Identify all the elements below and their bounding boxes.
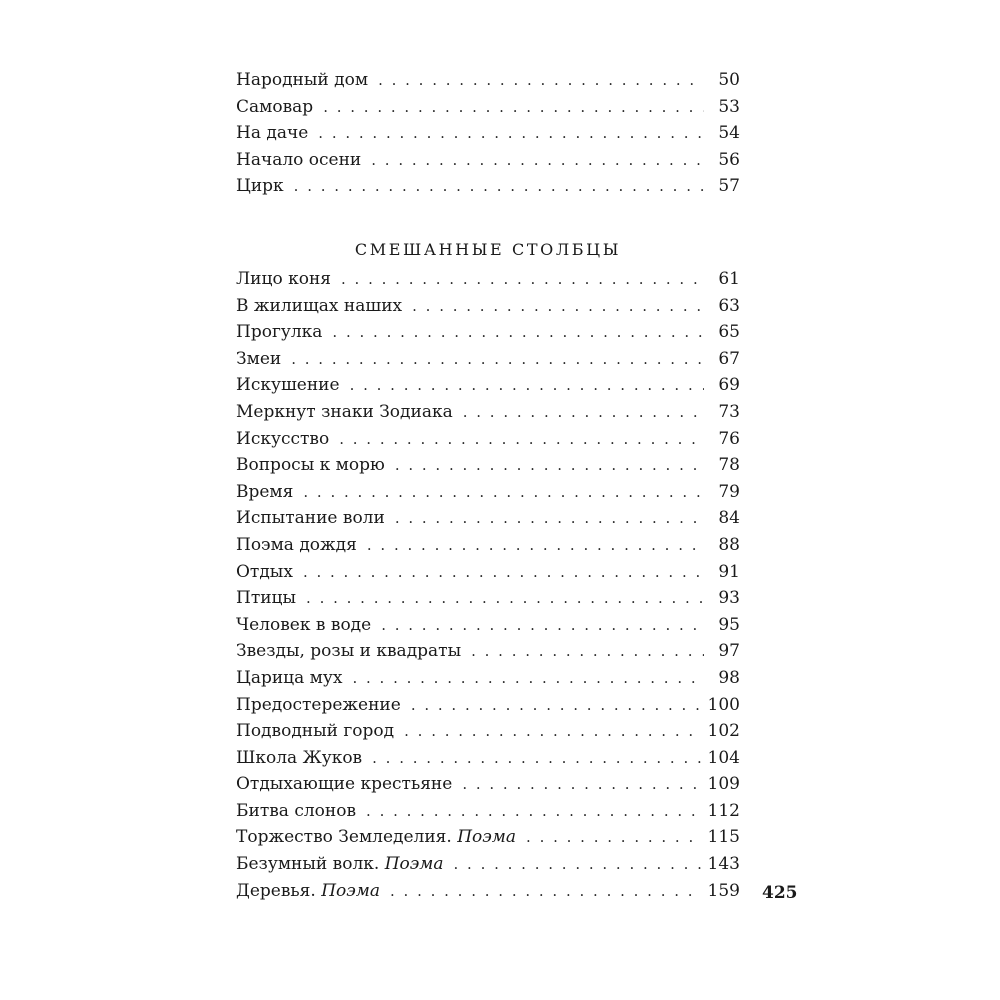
toc-entry-title — [236, 878, 380, 905]
toc-entry — [236, 585, 740, 612]
toc-entry — [236, 372, 740, 399]
toc-entry-page: 115 — [707, 827, 740, 848]
toc-entry — [236, 147, 740, 174]
toc-entry — [236, 612, 740, 639]
toc-entry — [236, 67, 740, 94]
toc-entry-page: 159 — [707, 880, 740, 901]
toc-entry — [236, 798, 740, 825]
toc-entry-title-text: Деревья. — [236, 880, 316, 901]
toc-entry-page: 98 — [718, 667, 740, 688]
toc-entry-page: 91 — [718, 561, 740, 582]
toc-entry — [236, 745, 740, 772]
toc-entry — [236, 559, 740, 586]
toc-entry-page: 65 — [718, 322, 740, 343]
toc-entry-title — [236, 824, 516, 851]
toc-entry-title — [236, 399, 453, 426]
toc-entry-title-text: Отдых — [236, 561, 293, 582]
toc-entry-title-text: Звезды, розы и квадраты — [236, 641, 462, 662]
toc-entry-title-text: Испытание воли — [236, 508, 385, 529]
toc-entry — [236, 94, 740, 121]
dot-leader — [381, 612, 704, 639]
dot-leader — [463, 399, 704, 426]
toc-entry-title — [236, 426, 329, 453]
toc-entry-title-text: Искушение — [236, 375, 340, 396]
dot-leader — [291, 346, 704, 373]
toc-entry-genre: Поэма — [321, 880, 380, 901]
dot-leader — [366, 798, 702, 825]
dot-leader — [390, 878, 702, 905]
toc-entry-title — [236, 266, 331, 293]
toc-entry-title — [236, 718, 394, 745]
toc-entry-page: 78 — [718, 455, 740, 476]
toc-entry-title — [236, 67, 368, 94]
toc-entry-title — [236, 532, 357, 559]
toc-entry-title — [236, 479, 293, 506]
toc-entry-page: 54 — [718, 123, 740, 144]
toc-entry-page: 95 — [718, 614, 740, 635]
dot-leader — [341, 266, 704, 293]
toc-entry — [236, 266, 740, 293]
toc-entry-title — [236, 798, 356, 825]
toc-entry-page: 76 — [718, 428, 740, 449]
toc-entry — [236, 824, 740, 851]
toc-entry — [236, 638, 740, 665]
toc-entry-page: 69 — [718, 375, 740, 396]
toc-entry-title-text: Вопросы к морю — [236, 455, 385, 476]
toc-entry-title — [236, 505, 385, 532]
dot-leader — [404, 718, 701, 745]
dot-leader — [367, 532, 704, 559]
toc-entry-title — [236, 147, 361, 174]
toc-entry-page: 112 — [707, 800, 740, 821]
toc-entry-page: 100 — [707, 694, 740, 715]
section-heading: СМЕШАННЫЕ СТОЛБЦЫ — [354, 240, 622, 259]
dot-leader — [412, 293, 704, 320]
toc-entry — [236, 665, 740, 692]
toc-entry-title — [236, 293, 402, 320]
dot-leader — [339, 426, 704, 453]
toc-entry-title — [236, 692, 401, 719]
toc-entry — [236, 319, 740, 346]
toc-entry-title-text: Время — [236, 481, 294, 502]
toc-entry-page: 93 — [718, 588, 740, 609]
toc-entry-title-text: Змеи — [236, 348, 282, 369]
toc-entry-page: 67 — [718, 348, 740, 369]
toc-entry-title-text: В жилищах наших — [236, 295, 403, 316]
toc-entry — [236, 399, 740, 426]
dot-leader — [303, 479, 704, 506]
dot-leader — [411, 692, 702, 719]
toc-entry-title-text: Лицо коня — [236, 269, 332, 289]
toc-list-section — [236, 266, 740, 904]
toc-entry — [236, 120, 740, 147]
dot-leader — [371, 147, 704, 174]
dot-leader — [462, 771, 701, 798]
toc-entry-page: 104 — [707, 747, 740, 768]
toc-entry-page: 102 — [707, 721, 740, 742]
toc-entry-title-text: Народный дом — [236, 70, 369, 90]
toc-entry — [236, 426, 740, 453]
toc-entry-title-text: Самовар — [236, 96, 314, 117]
toc-entry-title-text: Царица мух — [236, 667, 343, 688]
toc-entry-title — [236, 665, 342, 692]
dot-leader — [350, 372, 704, 399]
dot-leader — [526, 824, 702, 851]
toc-entry-title-text: На даче — [236, 123, 309, 144]
toc-entry-page: 79 — [718, 481, 740, 502]
dot-leader — [303, 559, 704, 586]
toc-entry-title-text: Начало осени — [236, 149, 362, 170]
toc-entry-page: 53 — [718, 96, 740, 117]
toc-entry-page: 73 — [718, 401, 740, 422]
toc-entry-title-text: Безумный волк. — [236, 854, 380, 875]
toc-entry-page: 97 — [718, 641, 740, 662]
toc-entry-title-text: Меркнут знаки Зодиака — [236, 401, 453, 422]
dot-leader — [395, 505, 704, 532]
toc-entry-title — [236, 452, 385, 479]
toc-entry-title-text: Птицы — [236, 588, 297, 609]
toc-entry — [236, 293, 740, 320]
toc-entry-page: 61 — [718, 269, 740, 289]
toc-entry-title-text: Школа Жуков — [236, 747, 363, 768]
dot-leader — [395, 452, 704, 479]
dot-leader — [323, 94, 704, 121]
toc-entry-title-text: Человек в воде — [236, 614, 372, 635]
toc-entry-title — [236, 173, 284, 200]
dot-leader — [372, 745, 701, 772]
toc-entry-title — [236, 851, 444, 878]
toc-entry-page: 63 — [718, 295, 740, 316]
dot-leader — [471, 638, 704, 665]
toc-entry-page: 57 — [718, 176, 740, 197]
toc-entry — [236, 452, 740, 479]
dot-leader — [332, 319, 704, 346]
toc-entry-genre: Поэма — [384, 854, 444, 875]
toc-entry-page: 56 — [718, 149, 740, 170]
toc-entry — [236, 692, 740, 719]
toc-entry-page: 50 — [718, 70, 740, 90]
toc-entry-title-text: Подводный город — [236, 721, 395, 742]
toc-entry-title — [236, 372, 340, 399]
toc-list-top — [236, 67, 740, 200]
toc-entry-title-text: Искусство — [236, 428, 330, 449]
toc-entry — [236, 505, 740, 532]
toc-entry-title-text: Отдыхающие крестьяне — [236, 774, 453, 795]
toc-entry-title — [236, 585, 296, 612]
dot-leader — [378, 67, 704, 94]
toc-entry — [236, 878, 740, 905]
toc-entry-title — [236, 120, 308, 147]
toc-entry — [236, 532, 740, 559]
toc-entry-title — [236, 612, 371, 639]
toc-entry — [236, 718, 740, 745]
toc-entry — [236, 346, 740, 373]
toc-entry — [236, 479, 740, 506]
toc-entry — [236, 851, 740, 878]
toc-entry-page: 143 — [707, 854, 740, 875]
toc-entry — [236, 771, 740, 798]
toc-entry-title — [236, 771, 452, 798]
toc-entry-title — [236, 94, 313, 121]
toc-entry-title — [236, 745, 362, 772]
toc-entry-title-text: Торжество Земледелия. — [236, 827, 452, 848]
toc-entry-title-text: Поэма дождя — [236, 534, 357, 555]
toc-entry-title — [236, 319, 322, 346]
toc-entry-title — [236, 346, 281, 373]
dot-leader — [352, 665, 704, 692]
dot-leader — [306, 585, 704, 612]
page-number: 425 — [762, 883, 798, 903]
toc-entry — [236, 173, 740, 200]
toc-entry-title-text: Предостережение — [236, 694, 401, 715]
dot-leader — [294, 173, 704, 200]
toc-entry-title — [236, 638, 461, 665]
toc-entry-page: 109 — [707, 774, 740, 795]
toc-entry-title-text: Прогулка — [236, 322, 323, 343]
toc-entry-title — [236, 559, 293, 586]
toc-entry-page: 88 — [718, 534, 740, 555]
dot-leader — [454, 851, 702, 878]
toc-entry-genre: Поэма — [457, 827, 517, 848]
toc-entry-title-text: Цирк — [236, 176, 284, 197]
toc-entry-page: 84 — [718, 508, 740, 529]
toc-entry-title-text: Битва слонов — [236, 800, 357, 821]
dot-leader — [318, 120, 704, 147]
